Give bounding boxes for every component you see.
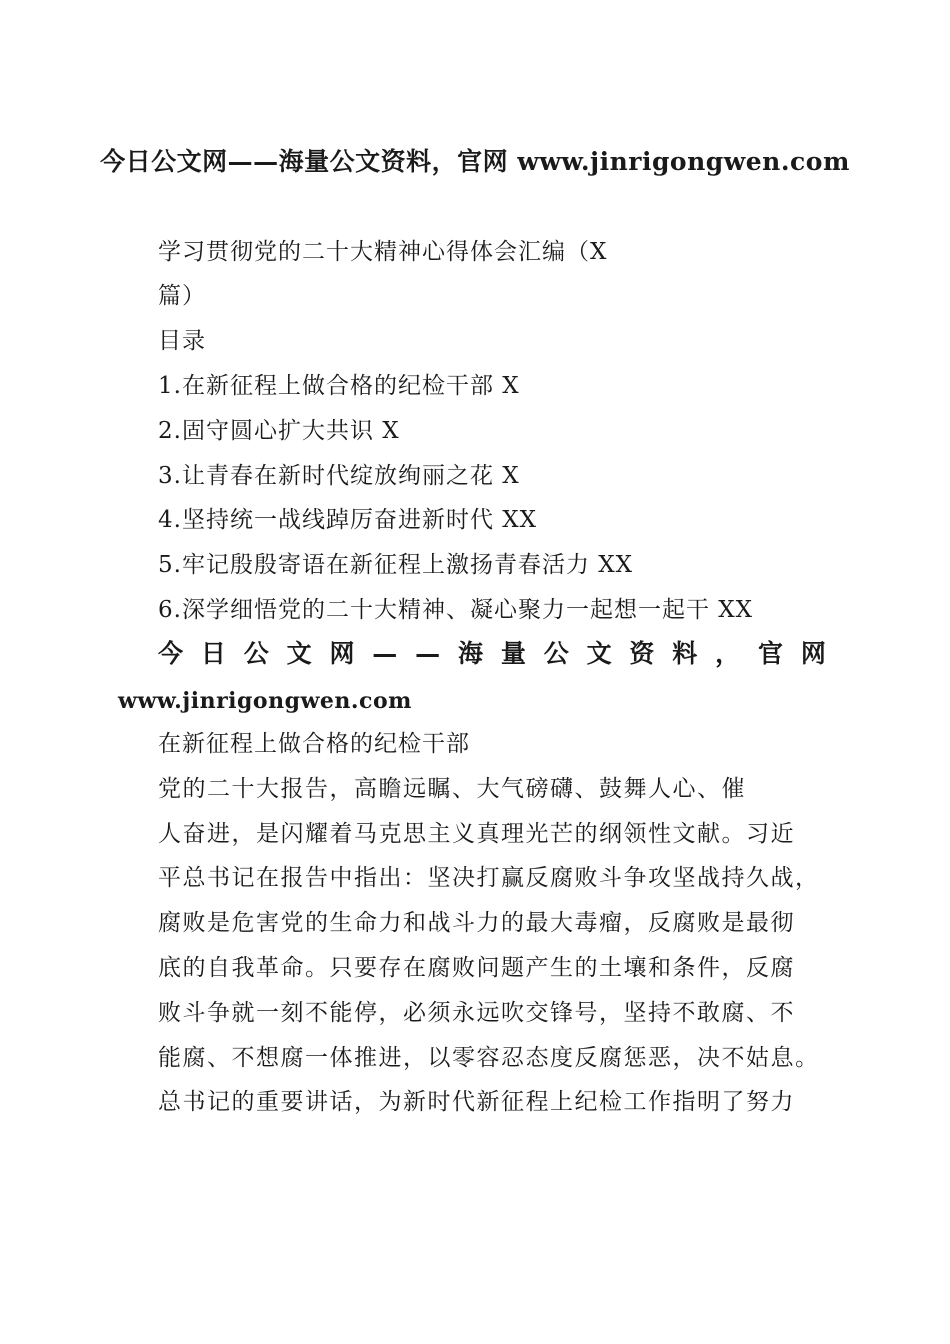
banner-char: ， bbox=[715, 639, 741, 668]
banner-char: — bbox=[415, 639, 441, 668]
article-line: 底的自我革命。只要存在腐败问题产生的土壤和条件，反腐 bbox=[158, 955, 795, 981]
article-line: 能腐、不想腐一体推进，以零容忍态度反腐惩恶，决不姑息。 bbox=[158, 1045, 820, 1071]
document-title-line-1: 学习贯彻党的二十大精神心得体会汇编（X bbox=[158, 239, 608, 265]
toc-item: 5.牢记殷殷寄语在新征程上激扬青春活力 XX bbox=[158, 552, 634, 578]
toc-item: 6.深学细悟党的二十大精神、凝心聚力一起想一起干 XX bbox=[158, 597, 754, 623]
toc-item: 4.坚持统一战线踔厉奋进新时代 XX bbox=[158, 507, 538, 533]
header-banner: 今日公文网——海量公文资料，官网 www.jinrigongwen.com bbox=[100, 147, 850, 176]
toc-heading: 目录 bbox=[158, 328, 206, 354]
article-line: 腐败是危害党的生命力和战斗力的最大毒瘤，反腐败是最彻 bbox=[158, 910, 795, 936]
banner-char: 公 bbox=[243, 639, 269, 668]
banner-char: 网 bbox=[800, 639, 826, 668]
banner-char: 网 bbox=[329, 639, 355, 668]
banner-char: — bbox=[372, 639, 398, 668]
banner-char: 海 bbox=[457, 639, 483, 668]
banner-char: 料 bbox=[672, 639, 698, 668]
article-line: 平总书记在报告中指出：坚决打赢反腐败斗争攻坚战持久战， bbox=[158, 865, 820, 891]
banner-char: 文 bbox=[286, 639, 312, 668]
banner-char: 文 bbox=[586, 639, 612, 668]
banner-char: 日 bbox=[200, 639, 226, 668]
banner-char: 量 bbox=[500, 639, 526, 668]
article-line: 总书记的重要讲话，为新时代新征程上纪检工作指明了努力 bbox=[158, 1089, 795, 1115]
article-line: 败斗争就一刻不能停，必须永远吹交锋号，坚持不敢腐、不 bbox=[158, 1000, 795, 1026]
inline-banner bbox=[158, 636, 826, 672]
article-line: 党的二十大报告，高瞻远瞩、大气磅礴、鼓舞人心、催 bbox=[158, 776, 746, 802]
article-line: 人奋进，是闪耀着马克思主义真理光芒的纲领性文献。习近 bbox=[158, 821, 795, 847]
toc-item: 2.固守圆心扩大共识 X bbox=[158, 418, 400, 444]
article-title: 在新征程上做合格的纪检干部 bbox=[158, 731, 470, 757]
banner-char: 今 bbox=[158, 639, 184, 668]
toc-item: 1.在新征程上做合格的纪检干部 X bbox=[158, 373, 520, 399]
banner-char: 资 bbox=[629, 639, 655, 668]
document-title-line-2: 篇） bbox=[158, 283, 206, 309]
banner-char: 公 bbox=[543, 639, 569, 668]
banner-char: 官 bbox=[758, 639, 784, 668]
inline-banner-url: www.jinrigongwen.com bbox=[118, 688, 412, 714]
toc-item: 3.让青春在新时代绽放绚丽之花 X bbox=[158, 463, 520, 489]
